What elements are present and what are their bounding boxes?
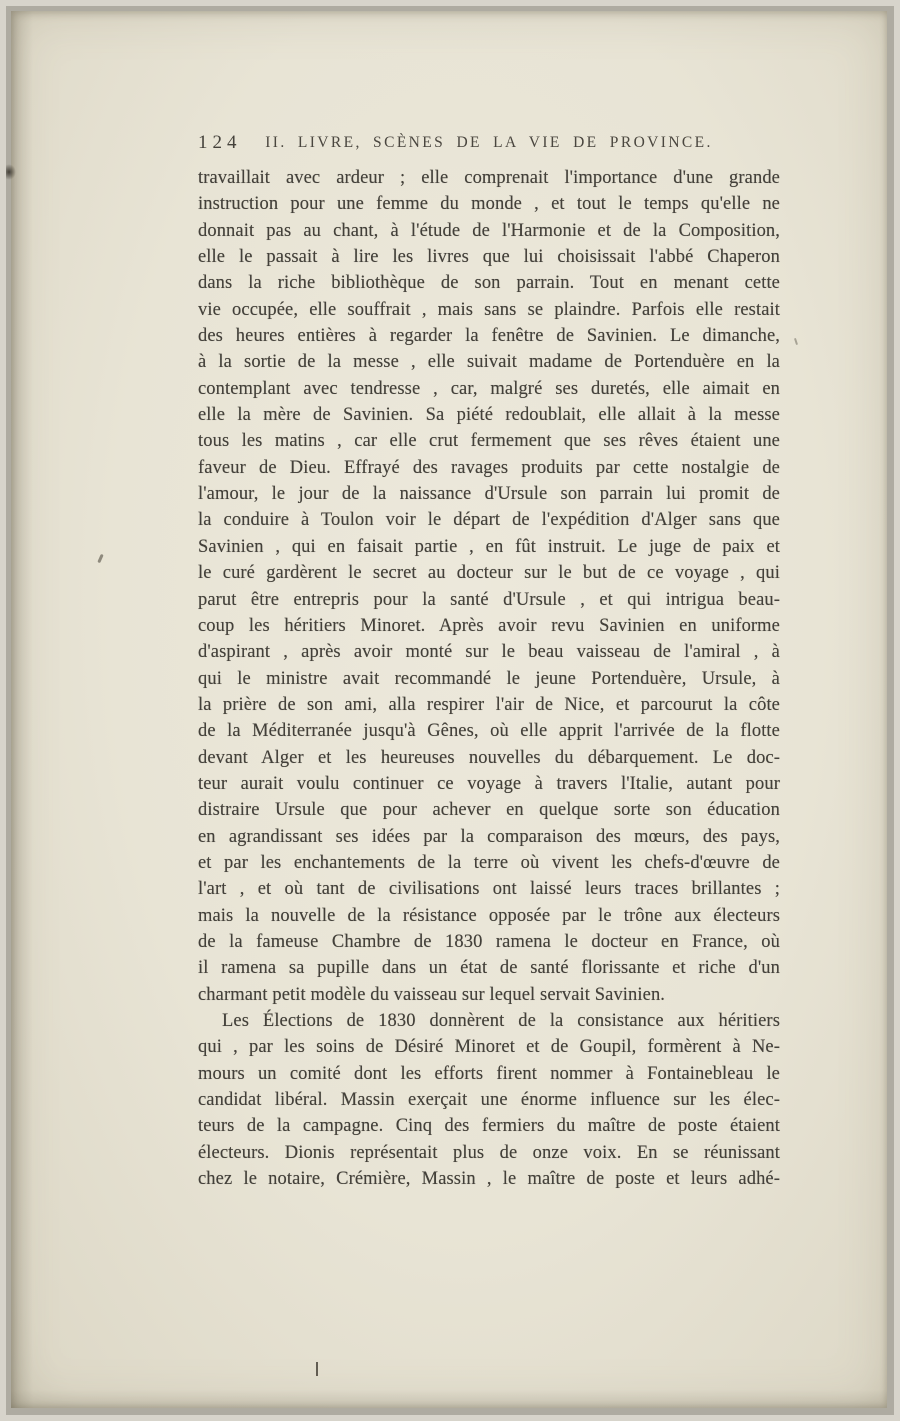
text-line: la conduire à Toulon voir le départ de l'expédition d'Alger sans que <box>198 510 780 531</box>
page-header <box>198 132 780 154</box>
text-line: instruction pour une femme du monde , et tout le temps qu'elle ne <box>198 194 780 215</box>
text-line: qui , par les soins de Désiré Minoret et de Goupil, formèrent à Ne- <box>198 1037 780 1058</box>
text-line: chez le notaire, Crémière, Massin , le maître de poste et leurs adhé- <box>198 1169 780 1190</box>
text-line: l'art , et où tant de civilisations ont laissé leurs traces brillantes ; <box>198 879 780 900</box>
text-line: coup les héritiers Minoret. Après avoir revu Savinien en uniforme <box>198 615 780 636</box>
text-line: l'amour, le jour de la naissance d'Ursule son parrain lui promit de <box>198 484 780 505</box>
text-line: mais la nouvelle de la résistance opposée par le trône aux électeurs <box>198 905 780 926</box>
text-line: charmant petit modèle du vaisseau sur lequel servait Savinien. <box>198 984 666 1005</box>
text-line: travaillait avec ardeur ; elle comprenait l'importance d'une grande <box>198 168 780 188</box>
running-header: II. LIVRE, SCÈNES DE LA VIE DE PROVINCE. <box>265 134 713 151</box>
text-line: il ramena sa pupille dans un état de santé florissante et riche d'un <box>198 958 780 979</box>
text-line: de la Méditerranée jusqu'à Gênes, où elle apprit l'arrivée de la flotte <box>198 721 780 742</box>
text-line: parut être entrepris pour la santé d'Ursule , et qui intrigua beau- <box>198 589 780 610</box>
text-line: en agrandissant ses idées par la comparaison des mœurs, des pays, <box>198 826 780 847</box>
text-line: Les Élections de 1830 donnèrent de la consistance aux héritiers <box>222 1011 780 1031</box>
text-line: électeurs. Dionis représentait plus de onze voix. En se réunissant <box>198 1142 780 1163</box>
text-line: teur aurait voulu continuer ce voyage à travers l'Italie, autant pour <box>198 773 780 794</box>
text-block <box>198 132 780 1192</box>
text-line: à la sortie de la messe , elle suivait madame de Portenduère en la <box>198 352 780 373</box>
text-line: contemplant avec tendresse , car, malgré ses duretés, elle aimait en <box>198 378 780 399</box>
text-line: distraire Ursule que pour achever en quelque sorte son éducation <box>198 800 780 821</box>
text-line: la prière de son ami, alla respirer l'air de Nice, et parcourut la côte <box>198 694 780 715</box>
paragraph <box>198 165 780 1008</box>
text-line: le curé gardèrent le secret au docteur sur le but de ce voyage , qui <box>198 563 780 584</box>
text-line: devant Alger et les heureuses nouvelles du débarquement. Le doc- <box>198 747 780 768</box>
text-line: Savinien , qui en faisait partie , en fût instruit. Le juge de paix et <box>198 536 780 557</box>
text-line: qui le ministre avait recommandé le jeune Portenduère, Ursule, à <box>198 668 780 689</box>
text-line: teurs de la campagne. Cinq des fermiers du maître de poste étaient <box>198 1116 780 1137</box>
page-number: 124 <box>198 132 242 153</box>
text-line: elle le passait à lire les livres que lui choisissait l'abbé Chaperon <box>198 247 780 268</box>
text-line: de la fameuse Chambre de 1830 ramena le docteur en France, où <box>198 931 780 952</box>
text-line: donnait pas au chant, à l'étude de l'Harmonie et de la Composition, <box>198 220 780 241</box>
page-body <box>198 165 780 1192</box>
text-line: mours un comité dont les efforts firent nommer à Fontainebleau le <box>198 1063 780 1084</box>
text-line: d'aspirant , après avoir monté sur le beau vaisseau de l'amiral , à <box>198 642 780 663</box>
text-line: des heures entières à regarder la fenêtre de Savinien. Le dimanche, <box>198 326 780 347</box>
text-line: candidat libéral. Massin exerçait une énorme influence sur les élec- <box>198 1090 780 1111</box>
text-line: faveur de Dieu. Effrayé des ravages produits par cette nostalgie de <box>198 457 780 478</box>
text-line: et par les enchantements de la terre où vivent les chefs-d'œuvre de <box>198 852 780 873</box>
paragraph <box>198 1008 780 1192</box>
text-line: dans la riche bibliothèque de son parrain. Tout en menant cette <box>198 273 780 294</box>
text-line: elle la mère de Savinien. Sa piété redoublait, elle allait à la messe <box>198 405 780 426</box>
text-line: vie occupée, elle souffrait , mais sans se plaindre. Parfois elle restait <box>198 299 780 320</box>
text-line: tous les matins , car elle crut fermement que ses rêves étaient une <box>198 431 780 452</box>
